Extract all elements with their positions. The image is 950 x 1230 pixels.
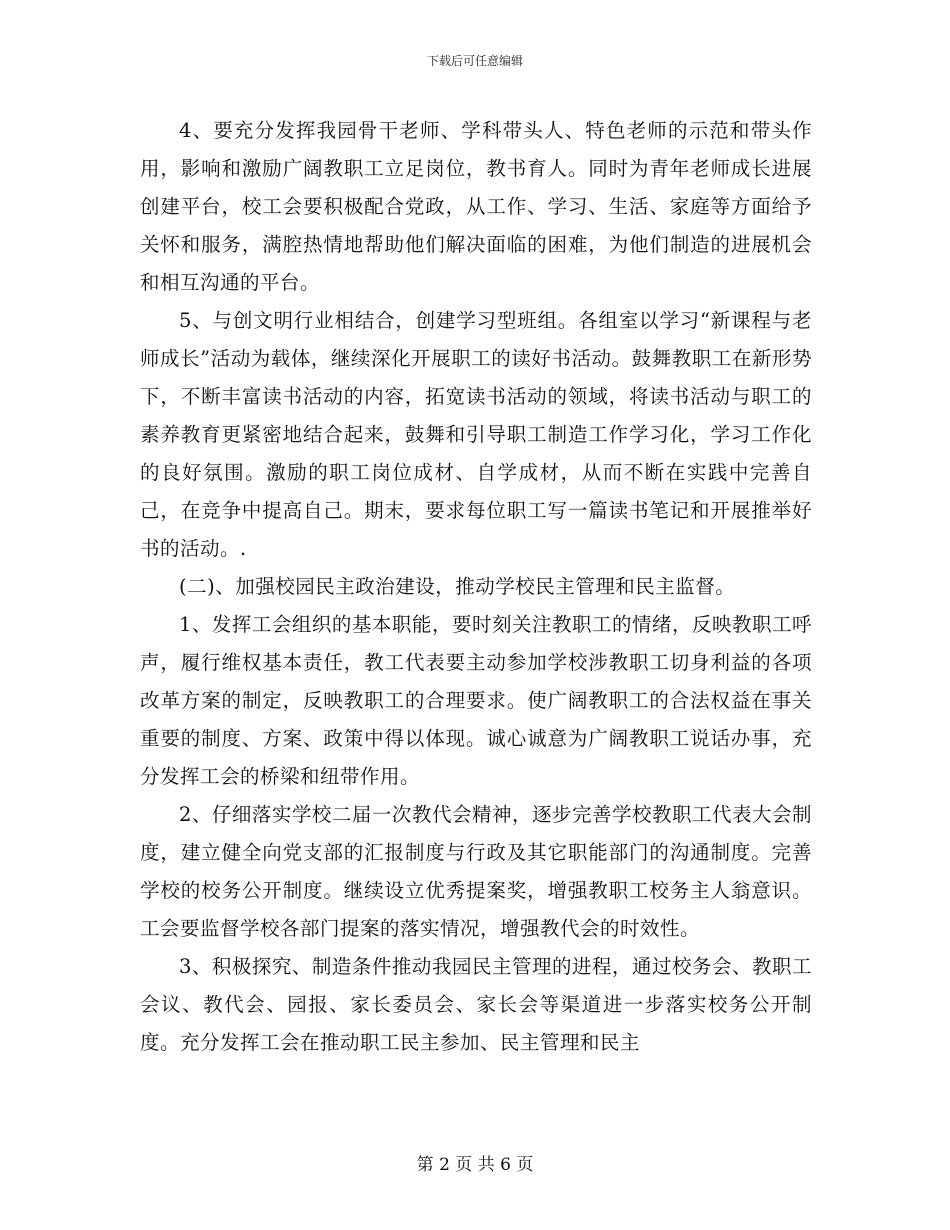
page-header: 下载后可任意编辑: [426, 54, 523, 68]
paragraph-2-congress-spirit: 2、仔细落实学校二届一次教代会精神，逐步完善学校教职工代表大会制度，建立健全向党支部的汇报制度与行政及其它职能部门的沟通制度。完善学校的校务公开制度。继续设立优秀提案奖，增强教职工校务主人翁意识。工会要监督学校各部门提案的落实情况，增强教代会的时效性。: [140, 803, 812, 940]
page-number: 第 2 页 共 6 页: [416, 1155, 534, 1175]
section-heading-democracy: (二)、加强校园民主政治建设，推动学校民主管理和民主监督。: [179, 575, 736, 598]
paragraph-1-union-functions: 1、发挥工会组织的基本职能，要时刻关注教职工的情绪，反映教职工呼声，履行维权基本责任，教工代表要主动参加学校涉教职工切身利益的各项改革方案的制定，反映教职工的合理要求。使广阔教职工的合法权益在事关重要的制度、方案、政策中得以体现。诚心诚意为广阔教职工说话办事，充分发挥工会的桥梁和纽带作用。: [140, 613, 812, 788]
paragraph-4-mentor-role: 4、要充分发挥我园骨干老师、学科带头人、特色老师的示范和带头作用，影响和激励广阔教职工立足岗位，教书育人。同时为青年老师成长进展创建平台，校工会要积极配合党政，从工作、学习、生活、家庭等方面给予关怀和服务，满腔热情地帮助他们解决面临的困难，为他们制造的进展机会和相互沟通的平台。: [140, 119, 812, 294]
paragraph-5-learning-groups: 5、与创文明行业相结合，创建学习型班组。各组室以学习“新课程与老师成长”活动为载体，继续深化开展职工的读好书活动。鼓舞教职工在新形势下，不断丰富读书活动的内容，拓宽读书活动的领域，将读书活动与职工的素养教育更紧密地结合起来，鼓舞和引导职工制造工作学习化，学习工作化的良好氛围。激励的职工岗位成材、自学成材，从而不断在实践中完善自己，在竞争中提高自己。期末，要求每位职工写一篇读书笔记和开展推举好书的活动。.: [140, 309, 812, 560]
document-body: [140, 112, 812, 1062]
paragraph-3-democratic-management: 3、积极探究、制造条件推动我园民主管理的进程，通过校务会、教职工会议、教代会、园报、家长委员会、家长会等渠道进一步落实校务公开制度。充分发挥工会在推动职工民主参加、民主管理和民主: [140, 955, 812, 1054]
